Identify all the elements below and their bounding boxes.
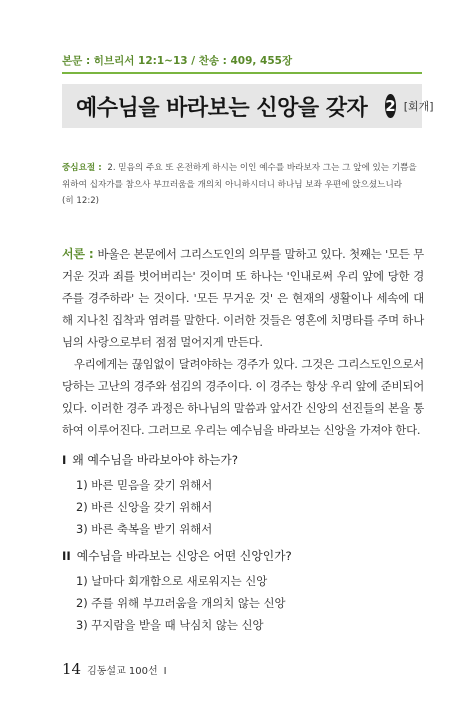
intro-paragraph-1 xyxy=(62,243,424,353)
intro-label: 서론 : xyxy=(62,247,94,261)
footer-separator: I xyxy=(163,666,167,677)
sermon-category-tag: [회개] xyxy=(403,100,434,113)
outline-heading-1 xyxy=(62,452,424,468)
sermon-introduction xyxy=(62,243,424,441)
outline-numeral-1: I xyxy=(62,453,67,467)
sermon-number-badge: 2 xyxy=(385,94,395,118)
outline-item: 1) 바른 믿음을 갖기 위해서 xyxy=(76,478,213,492)
key-verse-text: 2. 믿음의 주요 또 온전하게 하시는 이인 예수를 바라보자 그는 그 앞에 있는 기쁨을 위하여 십자가를 참으사 부끄러움을 개의치 아니하시더니 하나님 보좌 우편에 앉으셨느니라 xyxy=(62,163,417,190)
reference-divider xyxy=(62,72,422,74)
key-verse-citation: (히 12:2) xyxy=(62,196,100,206)
outline-heading-2-text: 예수님을 바라보는 신앙은 어떤 신앙인가? xyxy=(76,549,292,563)
page-number: 14 xyxy=(62,660,82,678)
outline-numeral-2: II xyxy=(62,549,71,563)
title-banner xyxy=(62,84,434,128)
outline-heading-2 xyxy=(62,548,424,564)
outline-heading-1-text: 왜 예수님을 바라보아야 하는가? xyxy=(72,453,239,467)
sermon-title: 예수님을 바라보는 신앙을 갖자 xyxy=(76,95,368,121)
book-title: 김동설교 100선 xyxy=(87,666,158,677)
outline-item: 2) 주를 위해 부끄러움을 개의치 않는 신앙 xyxy=(76,596,286,610)
page-footer xyxy=(62,660,167,678)
outline-item: 3) 바른 축복을 받기 위해서 xyxy=(76,522,213,536)
outline-section-1 xyxy=(62,452,424,540)
intro-paragraph-2: 우리에게는 끊임없이 달려야하는 경주가 있다. 그것은 그리스도인으로서 당하는 고난의 경주와 섬김의 경주이다. 이 경주는 항상 우리 앞에 준비되어 있다. 이러한 경주 과정은 하나님의 말씀과 앞서간 신앙의 선진들의 본을 통하여 이루어진다. 그러므로 우리는 예수님을 바라보는 신앙을 가져야 한다. xyxy=(62,357,424,437)
outline-item: 2) 바른 신앙을 갖기 위해서 xyxy=(76,500,213,514)
intro-paragraph-1-text: 바울은 본문에서 그리스도인의 의무를 말하고 있다. 첫째는 '모든 무거운 것과 죄를 벗어버리는' 것이며 또 하나는 '인내로써 우리 앞에 당한 경주를 경주하라' 는 것이다. '모든 무거운 것' 은 현재의 생활이나 세속에 대해 지나친 집착과 염려를 말한다. 이러한 것들은 영혼에 치명타를 주며 하나님의 사랑으로부터 점점 멀어지게 만든다. xyxy=(62,247,424,349)
scripture-reference: 본문 : 히브리서 12:1~13 / 찬송 : 409, 455장 xyxy=(62,55,293,67)
outline-item: 3) 꾸지람을 받을 때 낙심치 않는 신앙 xyxy=(76,618,264,632)
key-verse-label: 중심요절 : xyxy=(62,163,102,173)
key-verse xyxy=(62,160,424,210)
outline-section-2 xyxy=(62,548,424,636)
outline-item: 1) 날마다 회개함으로 새로워지는 신앙 xyxy=(76,574,268,588)
